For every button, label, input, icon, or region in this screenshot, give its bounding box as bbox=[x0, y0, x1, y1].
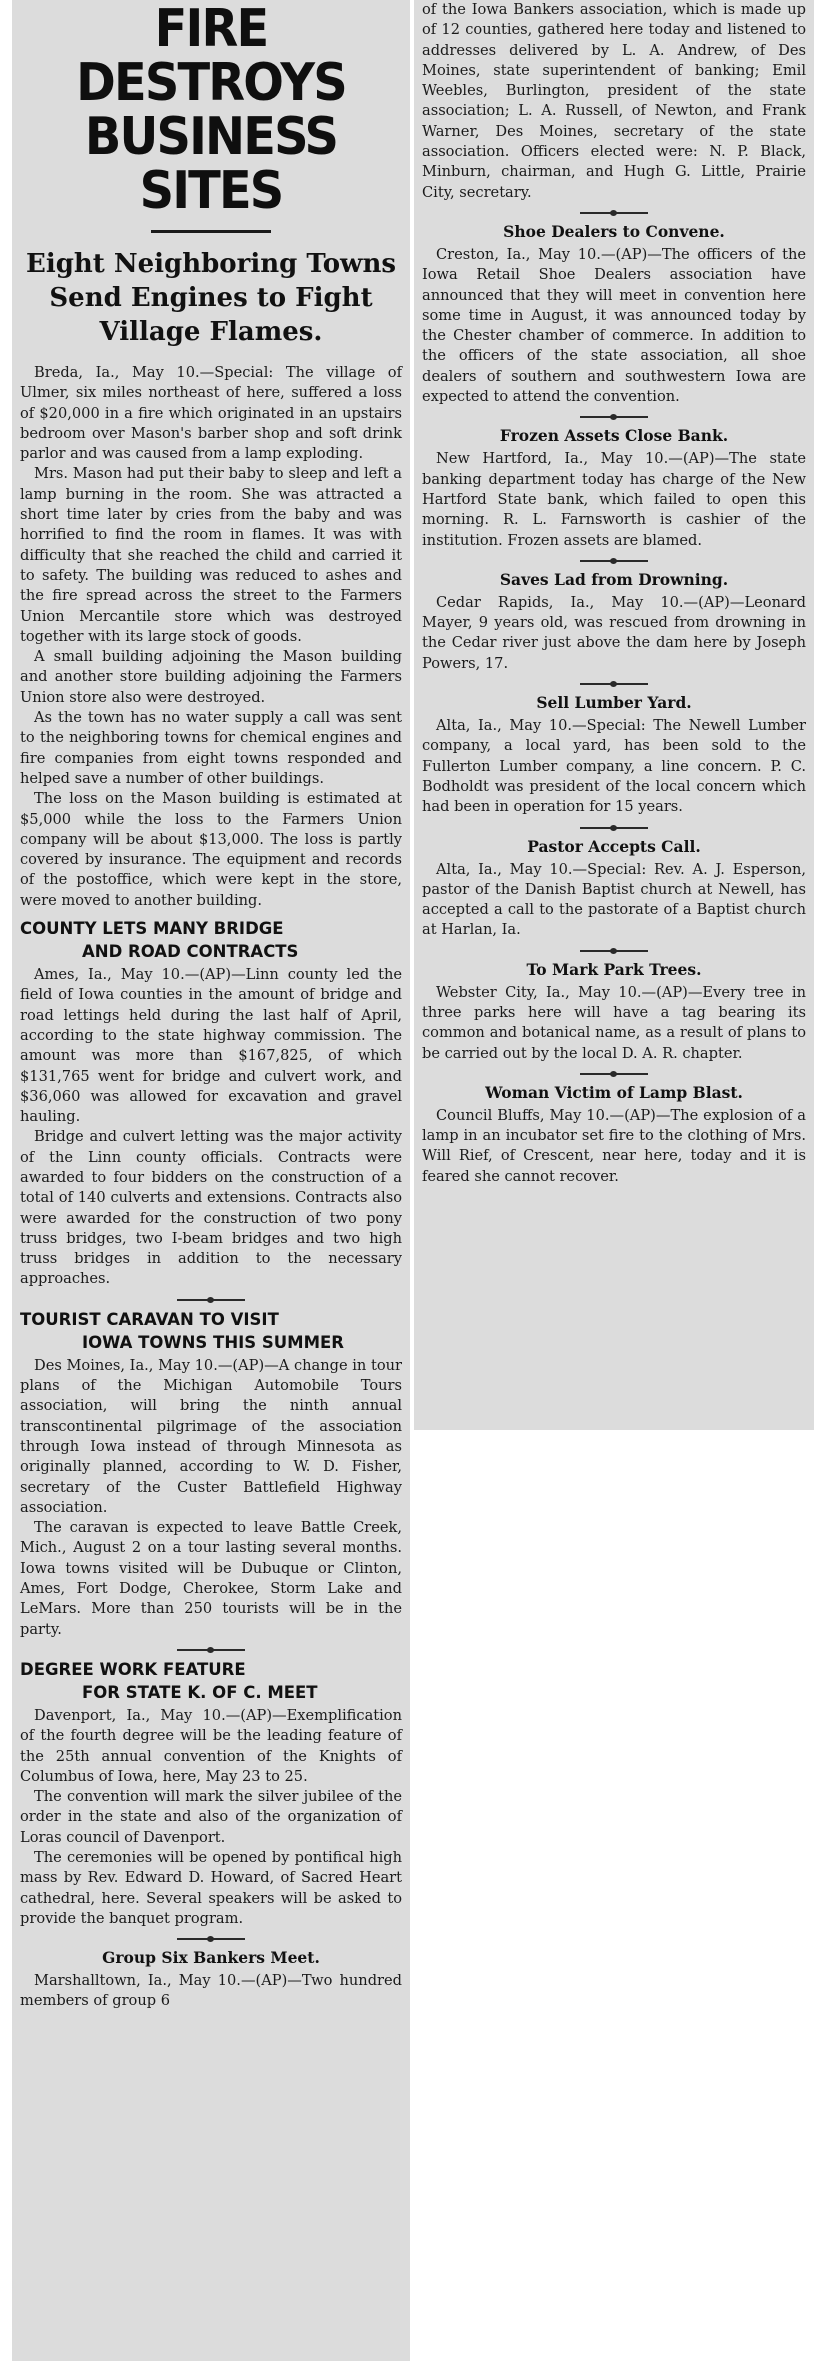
woman-headline: Woman Victim of Lamp Blast. bbox=[485, 1082, 743, 1102]
story-divider bbox=[580, 683, 648, 685]
frozen-story bbox=[422, 449, 806, 550]
paragraph: Alta, Ia., May 10.—Special: The Newell Lumber company, a local yard, has been sold to the Fullerton Lumber company, a line concern. P. C. Bodholdt was president of the local concern which had been in operation for 15 years. bbox=[422, 717, 806, 816]
story-divider bbox=[580, 827, 648, 829]
saves-story bbox=[422, 593, 806, 674]
pastor-story bbox=[422, 860, 806, 941]
story-divider bbox=[580, 212, 648, 214]
degree-story bbox=[20, 1706, 402, 1929]
paragraph: Alta, Ia., May 10.—Special: Rev. A. J. Esperson, pastor of the Danish Baptist church at Newell, has accepted a call to the pastorate of a Baptist church at Harlan, Ia. bbox=[422, 860, 806, 939]
paragraph: The convention will mark the silver jubilee of the order in the state and also of the organization of Loras council of Davenport. bbox=[20, 1788, 402, 1846]
paragraph: Marshalltown, Ia., May 10.—(AP)—Two hundred members of group 6 bbox=[20, 1972, 402, 2010]
fire-story bbox=[20, 363, 402, 911]
headline-line: COUNTY LETS MANY BRIDGE bbox=[20, 919, 284, 939]
paragraph: Ames, Ia., May 10.—(AP)—Linn county led the field of Iowa counties in the amount of bridge and road lettings held during the last half of April, according to the state highway commission. The amount was more than $167,825, of which $131,765 went for bridge and culvert work, and $36,060 was allowed for excavation and gravel hauling. bbox=[20, 966, 402, 1126]
paragraph: Bridge and culvert letting was the major activity of the Linn county officials. Contracts were awarded to four bidders on the construction of a total of 140 culverts and extensions. Contracts also were awarded for the construction of two pony truss bridges, two I-beam bridges and two high truss bridges in addition to the necessary approaches. bbox=[20, 1128, 402, 1288]
story-divider bbox=[177, 1299, 245, 1301]
headline-line: DEGREE WORK FEATURE bbox=[20, 1659, 246, 1679]
story-divider bbox=[580, 560, 648, 562]
paragraph: Council Bluffs, May 10.—(AP)—The explosion of a lamp in an incubator set fire to the clothing of Mrs. Will Rief, of Crescent, near here, today and it is feared she cannot recover. bbox=[422, 1106, 806, 1185]
lumber-headline: Sell Lumber Yard. bbox=[536, 693, 692, 713]
sub-headline-line: Eight Neighboring Towns bbox=[26, 249, 396, 279]
right-column bbox=[414, 0, 814, 1430]
paragraph: A small building adjoining the Mason building and another store building adjoining the Farmers Union store also were destroyed. bbox=[20, 648, 402, 706]
degree-headline bbox=[20, 1658, 402, 1704]
county-headline bbox=[20, 917, 402, 963]
sub-headline-line: Send Engines to Fight bbox=[49, 283, 373, 313]
tourist-headline bbox=[20, 1308, 402, 1354]
pastor-headline: Pastor Accepts Call. bbox=[527, 836, 701, 856]
headline-line: AND ROAD CONTRACTS bbox=[82, 942, 299, 962]
shoe-story bbox=[422, 245, 806, 407]
frozen-headline: Frozen Assets Close Bank. bbox=[499, 426, 729, 446]
story-divider bbox=[177, 1649, 245, 1651]
paragraph: Breda, Ia., May 10.—Special: The village of Ulmer, six miles northeast of here, suffered a loss of $20,000 in a fire which originated in an upstairs bedroom over Mason's barber shop and soft drink parlor and was caused from a lamp exploding. bbox=[20, 364, 402, 463]
county-story bbox=[20, 965, 402, 1290]
sub-headline-line: Village Flames. bbox=[99, 317, 323, 347]
tourist-story bbox=[20, 1356, 402, 1640]
saves-headline: Saves Lad from Drowning. bbox=[499, 569, 729, 589]
paragraph: New Hartford, Ia., May 10.—(AP)—The state banking department today has charge of the New Hartford State bank, which failed to open this morning. R. L. Farnsworth is cashier of the institution. Frozen assets are blamed. bbox=[422, 450, 806, 549]
paragraph: of the Iowa Bankers association, which is made up of 12 counties, gathered here today and listened to addresses delivered by L. A. Andrew, of Des Moines, state superintendent of banking; Emil Weebles, Burlington, president of the state association; L. A. Russell, of Newton, and Frank Warner, Des Moines, secretary of the state association. Officers elected were: N. P. Black, Minburn, chairman, and Hugh G. Little, Prairie City, secretary. bbox=[422, 1, 806, 201]
paragraph: Mrs. Mason had put their baby to sleep and left a lamp burning in the room. She was attracted a short time later by cries from the baby and was horrified to find the room in flames. It was with difficulty that she reached the child and carried it to safety. The building was reduced to ashes and the fire spread across the street to the Farmers Union Mercantile store which was destroyed together with its large stock of goods. bbox=[20, 465, 402, 645]
paragraph: Des Moines, Ia., May 10.—(AP)—A change in tour plans of the Michigan Automobile Tours association, will bring the ninth annual transcontinental pilgrimage of the association through Iowa instead of through Minnesota as originally planned, according to W. D. Fisher, secretary of the Custer Battlefield Highway association. bbox=[20, 1356, 402, 1516]
story-divider bbox=[580, 1073, 648, 1075]
story-divider bbox=[580, 416, 648, 418]
paragraph: Cedar Rapids, Ia., May 10.—(AP)—Leonard Mayer, 9 years old, was rescued from drowning in the Cedar river just above the dam here by Joseph Powers, 17. bbox=[422, 593, 806, 672]
story-divider bbox=[177, 1938, 245, 1940]
paragraph: The caravan is expected to leave Battle Creek, Mich., August 2 on a tour lasting several months. Iowa towns visited will be Dubuque or Clinton, Ames, Fort Dodge, Cherokee, Storm Lake and LeMars. More than 250 tourists will be in the party. bbox=[20, 1519, 402, 1638]
main-headline bbox=[35, 0, 386, 221]
main-headline-line: FIRE DESTROYS bbox=[76, 0, 346, 113]
shoe-headline: Shoe Dealers to Convene. bbox=[503, 221, 725, 241]
paragraph: Webster City, Ia., May 10.—(AP)—Every tree in three parks here will have a tag bearing its common and botanical name, as a result of plans to be carried out by the local D. A. R. chapter. bbox=[422, 983, 806, 1062]
woman-story bbox=[422, 1106, 806, 1187]
trees-headline: To Mark Park Trees. bbox=[526, 959, 702, 979]
story-divider bbox=[580, 950, 648, 952]
paragraph: Creston, Ia., May 10.—(AP)—The officers of the Iowa Retail Shoe Dealers association have announced that they will meet in convention here some time in August, it was announced today by the Chester chamber of commerce. In addition to the officers of the state association, all shoe dealers of southern and southwestern Iowa are expected to attend the convention. bbox=[422, 245, 806, 406]
paragraph: Davenport, Ia., May 10.—(AP)—Exemplification of the fourth degree will be the leading feature of the 25th annual convention of the Knights of Columbus of Iowa, here, May 23 to 25. bbox=[20, 1706, 402, 1785]
lumber-story bbox=[422, 716, 806, 817]
bankers-continued bbox=[422, 0, 806, 203]
paragraph: As the town has no water supply a call was sent to the neighboring towns for chemical engines and fire companies from eight towns responded and helped save a number of other buildings. bbox=[20, 709, 402, 787]
main-headline-line: BUSINESS SITES bbox=[84, 107, 338, 221]
headline-line: IOWA TOWNS THIS SUMMER bbox=[82, 1332, 344, 1352]
paragraph: The ceremonies will be opened by pontifical high mass by Rev. Edward D. Howard, of Sacred Heart cathedral, here. Several speakers will be asked to provide the banquet program. bbox=[20, 1849, 402, 1927]
headline-line: TOURIST CARAVAN TO VISIT bbox=[20, 1309, 279, 1329]
bankers-headline: Group Six Bankers Meet. bbox=[102, 1948, 320, 1968]
bankers-story bbox=[20, 1971, 402, 2012]
headline-rule bbox=[151, 230, 271, 233]
trees-story bbox=[422, 983, 806, 1064]
left-column bbox=[12, 0, 410, 2361]
headline-line: FOR STATE K. OF C. MEET bbox=[82, 1682, 318, 1702]
sub-headline bbox=[20, 247, 402, 349]
paragraph: The loss on the Mason building is estimated at $5,000 while the loss to the Farmers Union company will be about $13,000. The loss is partly covered by insurance. The equipment and records of the postoffice, which were kept in the store, were moved to another building. bbox=[20, 790, 402, 909]
